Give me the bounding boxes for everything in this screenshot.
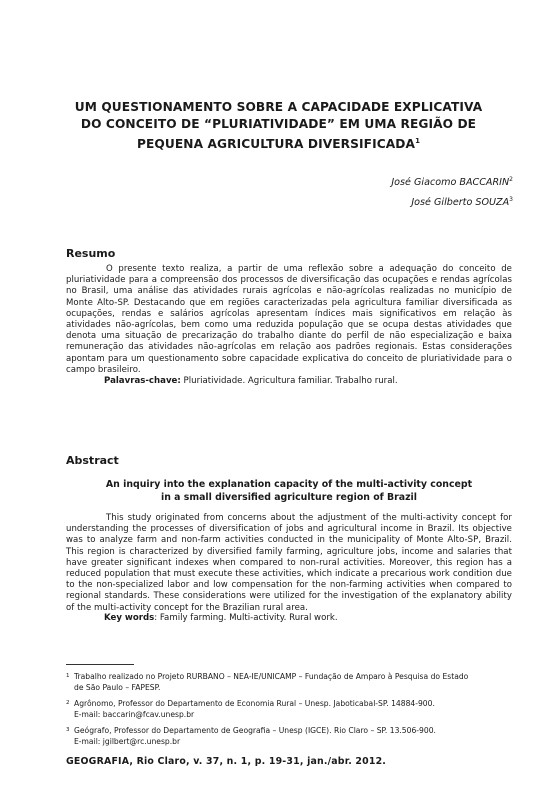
author-1-mark: 2 bbox=[509, 176, 513, 183]
title-line-2: DO CONCEITO DE “PLURIATIVIDADE” EM UMA REGIÃO DE bbox=[80, 117, 477, 131]
title-line-3-text: PEQUENA AGRICULTURA DIVERSIFICADA bbox=[136, 137, 416, 152]
footnote-3-text bbox=[74, 726, 512, 747]
footnotes bbox=[66, 672, 512, 754]
title-footnote-mark: 1 bbox=[415, 137, 421, 145]
footnote-2-text bbox=[74, 699, 512, 720]
title-line-1: UM QUESTIONAMENTO SOBRE A CAPACIDADE EXPLICATIVA bbox=[74, 100, 483, 114]
abstract-title-line-2: in a small diversified agriculture region of Brazil bbox=[161, 492, 417, 503]
footnote-2 bbox=[66, 699, 512, 720]
author-1 bbox=[391, 171, 513, 191]
abstract-heading: Abstract bbox=[66, 454, 119, 467]
abstract-title-line-1: An inquiry into the explanation capacity of the multi-activity concept bbox=[105, 479, 473, 490]
footnote-3-line-2: E-mail: jgilbert@rc.unesp.br bbox=[74, 736, 181, 746]
author-2-name: José Gilberto SOUZA bbox=[411, 197, 510, 209]
title-line-3 bbox=[60, 133, 497, 153]
footnote-1-text bbox=[74, 672, 512, 693]
footnote-3 bbox=[66, 726, 512, 747]
footnote-1-number: 1 bbox=[66, 673, 70, 679]
key-words-values: : Family farming. Multi-activity. Rural work. bbox=[154, 613, 338, 623]
footnote-2-line-1: Agrônomo, Professor do Departamento de Economia Rural – Unesp. Jaboticabal-SP. 14884-900. bbox=[74, 699, 435, 709]
palavras-chave-label: Palavras-chave: bbox=[104, 376, 181, 386]
footnote-rule bbox=[66, 664, 134, 665]
article-title bbox=[60, 99, 497, 153]
footnote-1 bbox=[66, 672, 512, 693]
author-2 bbox=[391, 191, 513, 211]
palavras-chave bbox=[104, 376, 398, 386]
resumo-heading: Resumo bbox=[66, 247, 116, 260]
author-2-mark: 3 bbox=[509, 196, 513, 204]
author-list bbox=[391, 171, 513, 211]
abstract-title bbox=[66, 478, 512, 504]
palavras-chave-values: Pluriatividade. Agricultura familiar. Trabalho rural. bbox=[183, 376, 398, 386]
footnote-1-line-1: Trabalho realizado no Projeto RURBANO – NEA-IE/UNICAMP – Fundação de Amparo à Pesquisa do Estado bbox=[74, 672, 469, 681]
footnote-2-number: 2 bbox=[66, 700, 70, 707]
key-words-label: Key words bbox=[104, 613, 155, 623]
footnote-1-line-2: de São Paulo – FAPESP. bbox=[74, 682, 161, 692]
footnote-3-number: 3 bbox=[66, 727, 70, 734]
abstract-text: This study originated from concerns about the adjustment of the multi-activity concept for understanding the processes of diversification of jobs and agricultural income in Brazil. Its objective was to analyze farm and non-farm activities conducted in the municipality of Monte Alto-SP, Brazil. This region is characterized by diversified family farming, agriculture jobs, income and salaries that have greater significant indexes when compared to non-rural activities. Moreover, this region has a reduced population that must execute these activities, which indicate a precarious work condition due to the non-specialized labor and low compensation for the non-farming activities when compared to regional standards. These considerations were utilized for the investigation of the explanatory ability of the multi-activity concept for the Brazilian rural area. bbox=[66, 513, 512, 613]
key-words bbox=[104, 613, 338, 623]
footnote-2-line-2: E-mail: baccarin@fcav.unesp.br bbox=[74, 709, 195, 719]
author-1-name: José Giacomo BACCARIN bbox=[391, 177, 510, 189]
resumo-text: O presente texto realiza, a partir de uma reflexão sobre a adequação do conceito de pluriatividade para a compreensão dos processos de diversificação das ocupações e rendas agrícolas no Brasil, uma análise das atividades rurais agrícolas e não-agrícolas realizadas no município de Monte Alto-SP. Destacando que em regiões caracterizadas pela agricultura familiar diversificada as ocupações, rendas e salários agrícolas apresentam índices mais significativos em relação às atividades não-agrícolas, bem como uma reduzida população que se ocupa destas atividades que denota uma situação de precarização do trabalho diante do perfil de não especialização e baixa remuneração das atividades não-agrícolas em relação aos padrões regionais. Estas considerações apontam para um questionamento sobre capacidade explicativa do conceito de pluriatividade para o campo brasileiro. bbox=[66, 264, 512, 375]
footnote-3-line-1: Geógrafo, Professor do Departamento de Geografia – Unesp (IGCE). Rio Claro – SP. 13.506-900. bbox=[74, 726, 436, 736]
journal-citation: GEOGRAFIA, Rio Claro, v. 37, n. 1, p. 19-31, jan./abr. 2012. bbox=[66, 756, 387, 767]
